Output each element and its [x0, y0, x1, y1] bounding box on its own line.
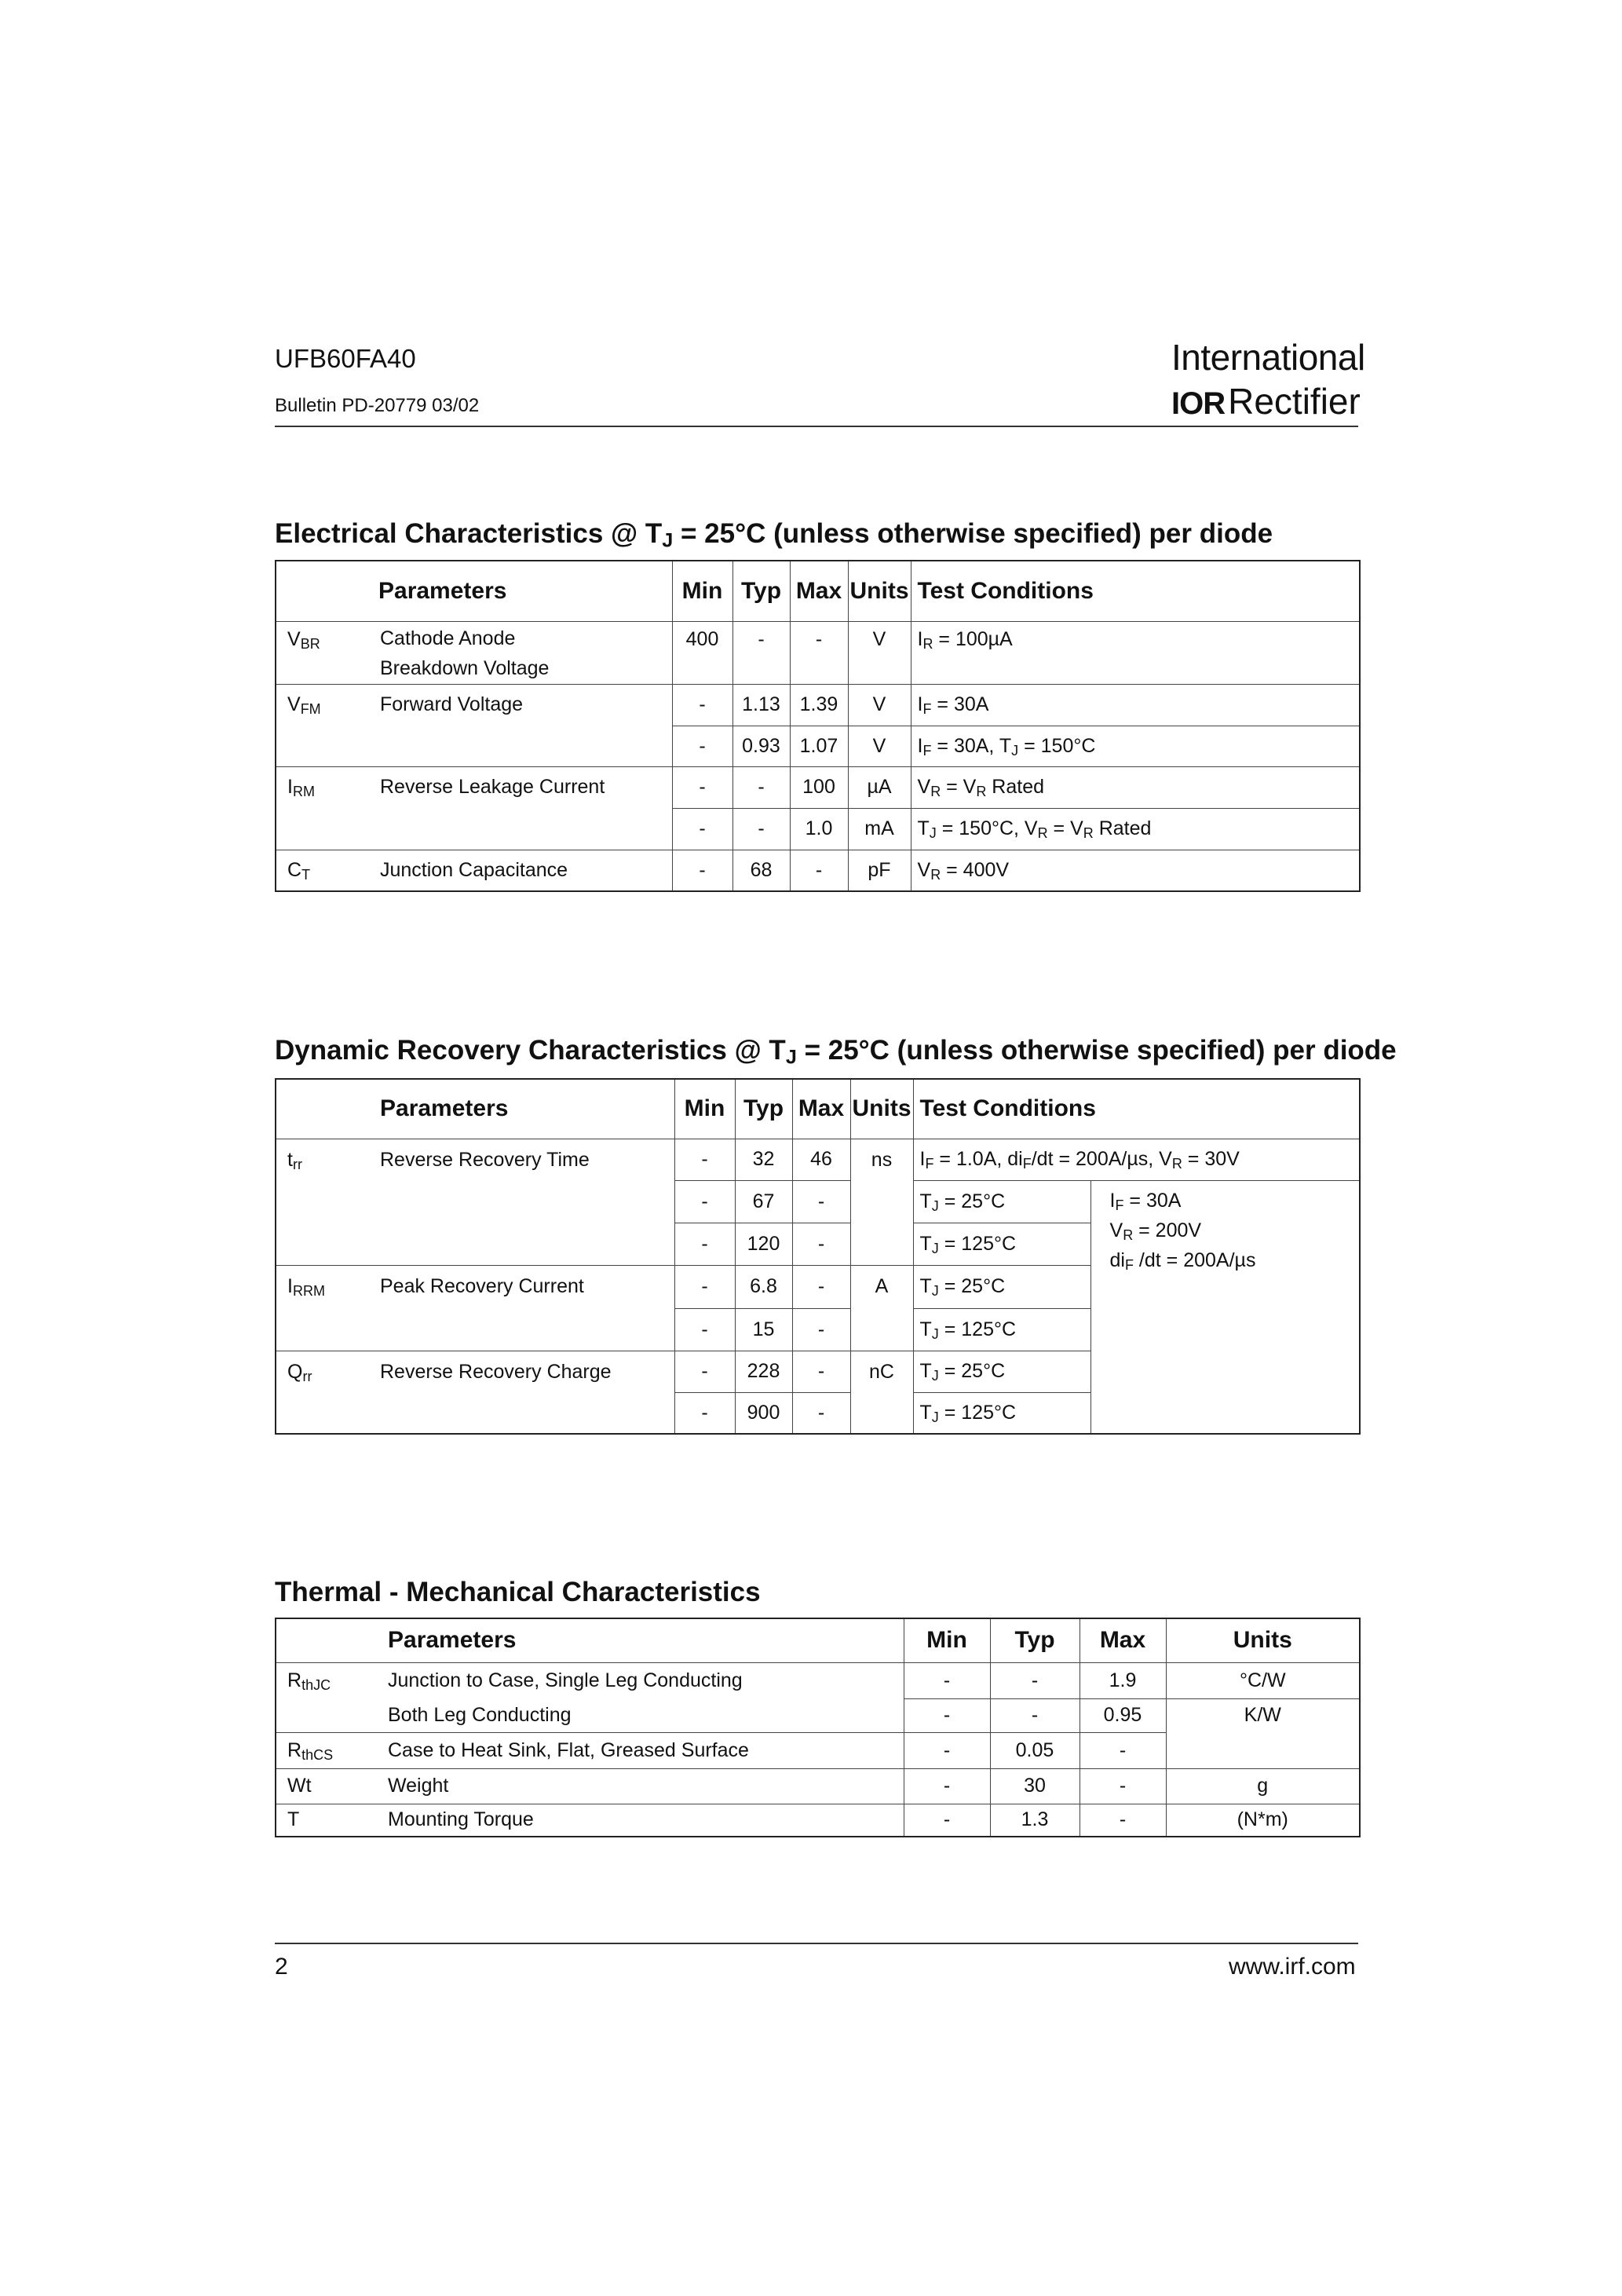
logo-rectifier-text: Rectifier — [1228, 381, 1361, 422]
table-row: Wt Weight - 30 - g — [276, 1768, 1360, 1804]
electrical-characteristics-table — [275, 560, 1361, 892]
table-row: $I_{RM}$ Reverse Leakage Current - - 100 µA $V_R = V_R$ Rated — [276, 766, 1360, 808]
table-row: $V_{BR}$ Cathode Anode Breakdown Voltage 400 - - V $I_R = 100\mu A$ — [276, 621, 1360, 684]
common-test-conditions: $I_F = 30A$ $V_R = 200V$ $di_F$ /dt = 200A/µs — [1090, 1180, 1360, 1434]
header-divider — [275, 426, 1358, 427]
website-url: www.irf.com — [1229, 1954, 1356, 1980]
part-number: UFB60FA40 — [275, 344, 416, 373]
electrical-characteristics-title: Electrical Characteristics @ $T_J = 25^\circ C$ (unless otherwise specified) per diode — [275, 518, 1273, 552]
footer-divider — [275, 1943, 1358, 1944]
company-logo-line2 — [1171, 380, 1361, 422]
thermal-mechanical-title: Thermal - Mechanical Characteristics — [275, 1577, 761, 1607]
thermal-mechanical-table — [275, 1618, 1361, 1837]
table-row: $I_{RRM}$ Peak Recovery Current - 6.8 - A $T_J = 25^\circ C$ — [276, 1265, 1360, 1308]
table-header-row: Parameters Min Typ Max Units Test Conditions — [276, 1079, 1360, 1139]
table-row: - - 1.0 mA $T_J = 150^\circ C$, $V_R = V_R$ Rated — [276, 808, 1360, 850]
table-row: - 120 - $T_J = 125^\circ C$ — [276, 1223, 1360, 1265]
table-header-row: Parameters Min Typ Max Units — [276, 1618, 1360, 1662]
table-row: $R_{thCS}$ Case to Heat Sink, Flat, Greased Surface - 0.05 - — [276, 1732, 1360, 1768]
dynamic-recovery-table — [275, 1078, 1361, 1435]
dynamic-recovery-title: Dynamic Recovery Characteristics @ $T_J = 25^\circ C$ (unless otherwise specified) per diode — [275, 1035, 1397, 1069]
table-row: $Q_{rr}$ Reverse Recovery Charge - 228 - nC $T_J = 25^\circ C$ — [276, 1351, 1360, 1392]
table-header-row: Parameters Min Typ Max Units Test Conditions — [276, 561, 1360, 621]
table-row: - 900 - $T_J = 125^\circ C$ — [276, 1392, 1360, 1434]
ior-logo-mark: IOR — [1171, 386, 1226, 421]
table-row: - 15 - $T_J = 125^\circ C$ — [276, 1308, 1360, 1351]
table-row: - 67 - $T_J = 25^\circ C$ $I_F = 30A$ $V_R = 200V$ $di_F$ /dt = 200A/µs — [276, 1180, 1360, 1223]
table-row: T Mounting Torque - 1.3 - (N*m) — [276, 1804, 1360, 1837]
table-row: $t_{rr}$ Reverse Recovery Time - 32 46 ns $I_F = 1.0A$, $di_F/dt = 200A/\mu s$, $V_R = 30V$ — [276, 1139, 1360, 1180]
table-row: $C_T$ Junction Capacitance - 68 - pF $V_R = 400V$ — [276, 850, 1360, 891]
company-logo-line1: International — [1171, 337, 1365, 378]
table-row: $R_{thJC}$ Junction to Case, Single Leg Conducting - - 1.9 °C/W — [276, 1662, 1360, 1698]
table-row: $V_{FM}$ Forward Voltage - 1.13 1.39 V $I_F = 30A$ — [276, 684, 1360, 726]
table-row: - 0.93 1.07 V $I_F = 30A$, $T_J = 150^\circ C$ — [276, 726, 1360, 766]
page-number: 2 — [275, 1954, 288, 1980]
bulletin-info: Bulletin PD-20779 03/02 — [275, 395, 480, 416]
table-row: Both Leg Conducting - - 0.95 K/W — [276, 1698, 1360, 1732]
